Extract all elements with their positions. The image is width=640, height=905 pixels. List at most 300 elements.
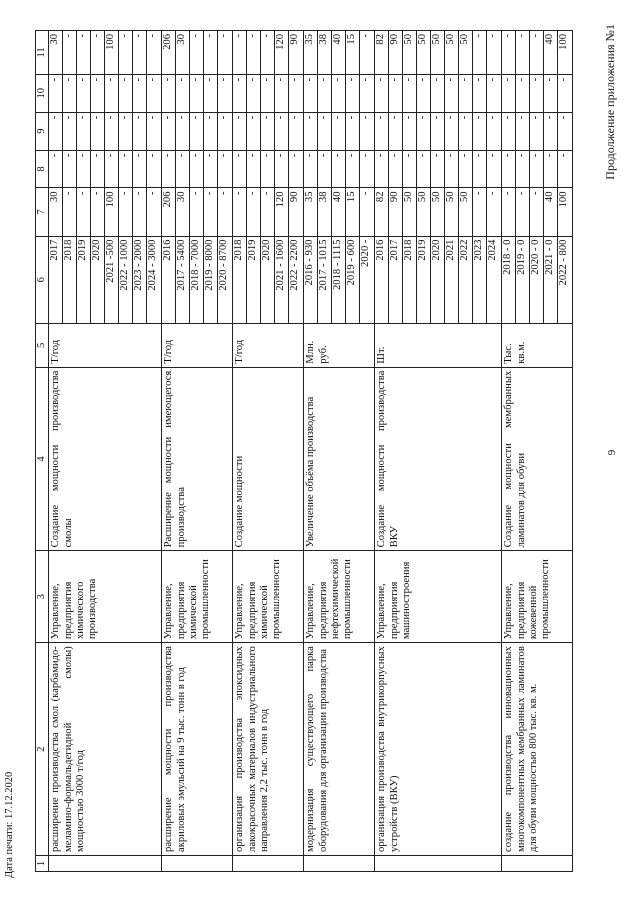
amount-entry: 40	[332, 188, 346, 235]
column-number: 6	[36, 236, 49, 323]
amount-entry: 120	[275, 31, 289, 74]
amount-entry: 35	[304, 31, 318, 74]
amount-entry: -	[431, 113, 445, 150]
column-number: 4	[36, 367, 49, 551]
amount-entry: -	[318, 113, 332, 150]
table-row	[49, 31, 162, 872]
project-name-cell: расширение мощности производства акриловых эмульсий на 9 тыс. тонн в год	[162, 643, 233, 856]
amount-cell	[502, 31, 573, 75]
amount-entry: 50	[403, 188, 417, 235]
year-entry: 2017 - 5400	[176, 237, 190, 323]
amount-entry: -	[487, 191, 499, 195]
amount-entry: -	[49, 75, 63, 112]
year-entry: 2017	[49, 237, 63, 323]
amount-entry: -	[487, 115, 499, 120]
amount-entry: -	[105, 113, 119, 150]
amount-entry: -	[147, 191, 159, 195]
amount-entry: -	[389, 75, 403, 112]
amount-entry: 38	[318, 188, 332, 235]
amount-entry: -	[487, 77, 499, 82]
year-entry: 2019 - 600	[346, 237, 360, 323]
amount-entry: -	[516, 75, 530, 112]
year-entry: 2018	[233, 237, 247, 323]
amount-entry: -	[289, 115, 301, 120]
executor-cell: Управление, предприятия химической промышленности	[162, 551, 233, 643]
amount-entry: 206	[162, 188, 176, 235]
amount-cell	[304, 150, 375, 188]
year-entry: 2022 - 800	[558, 239, 570, 286]
year-entry: 2017	[389, 237, 403, 323]
amount-entry: 40	[544, 31, 558, 74]
amount-cell	[233, 31, 304, 75]
amount-cell	[49, 74, 162, 112]
year-entry: 2020 - 8700	[218, 239, 230, 291]
row-number-cell	[162, 855, 233, 871]
year-entry: 2022 - 1000	[119, 237, 133, 323]
amount-entry: 82	[375, 31, 389, 74]
amount-entry: -	[261, 31, 275, 74]
amount-entry: -	[403, 113, 417, 150]
amount-entry: -	[502, 113, 516, 150]
amount-entry: 30	[176, 188, 190, 235]
amount-entry: 100	[105, 31, 119, 74]
amount-entry: -	[304, 75, 318, 112]
amount-entry: -	[190, 31, 204, 74]
amount-cell	[49, 150, 162, 188]
appendix-table	[35, 30, 573, 872]
amount-entry: -	[119, 75, 133, 112]
amount-entry: -	[176, 113, 190, 150]
project-name-cell: создание производства инновационных многокомпонентных мембранных ламинатов для обуви мощностью 800 тыс. кв. м.	[502, 643, 573, 856]
year-entry: 2022	[459, 237, 473, 323]
amount-entry: -	[516, 151, 530, 188]
amount-entry: -	[77, 75, 91, 112]
amount-entry: -	[431, 75, 445, 112]
table-header-row	[36, 31, 49, 872]
amount-entry: -	[233, 151, 247, 188]
amount-entry: -	[332, 151, 346, 188]
amount-entry: -	[318, 151, 332, 188]
amount-entry: 206	[162, 31, 176, 74]
amount-entry: -	[289, 77, 301, 82]
column-number: 1	[36, 855, 49, 871]
executor-cell: Управление, предприятия кожевенной промышленности	[502, 551, 573, 643]
amount-entry: -	[261, 113, 275, 150]
project-name-cell: организация производства внутрикорпусных устройств (ВКУ)	[375, 643, 502, 856]
amount-entry: 50	[403, 31, 417, 74]
column-number: 9	[36, 112, 49, 150]
row-number-cell	[304, 855, 375, 871]
amount-entry: -	[318, 75, 332, 112]
indicator-cell: Создание мощности	[233, 367, 304, 551]
amount-entry: -	[375, 75, 389, 112]
table-row	[375, 31, 502, 872]
amount-entry: 100	[558, 191, 570, 208]
amount-entry: -	[233, 188, 247, 235]
amount-entry: -	[516, 113, 530, 150]
amount-entry: 40	[544, 188, 558, 235]
table-row	[502, 31, 573, 872]
amount-entry: -	[459, 113, 473, 150]
amount-entry: -	[233, 31, 247, 74]
amount-entry: -	[332, 75, 346, 112]
row-number-cell	[233, 855, 304, 871]
project-name-cell: расширение производства смол (карбамидо-меламино-формальдегидной смолы) мощностью 3000 т/год	[49, 643, 162, 856]
amount-entry: -	[218, 34, 230, 38]
amount-entry: -	[63, 31, 77, 74]
year-entry: 2021 - 0	[544, 237, 558, 323]
year-entry: 2021	[445, 237, 459, 323]
amount-entry: -	[516, 31, 530, 74]
amount-entry: -	[459, 151, 473, 188]
amount-cell	[375, 74, 502, 112]
year-entry: 2018 - 0	[502, 237, 516, 323]
year-entry: 2019 - 8000	[204, 237, 218, 323]
amount-entry: -	[204, 113, 218, 150]
amount-entry: -	[91, 151, 105, 188]
indicator-cell: Создание мощности производства ВКУ	[375, 367, 502, 551]
amount-entry: -	[247, 151, 261, 188]
amount-cell	[162, 112, 233, 150]
amount-entry: -	[133, 31, 147, 74]
amount-entry: -	[502, 188, 516, 235]
amount-cell	[502, 112, 573, 150]
amount-entry: -	[530, 151, 544, 188]
amount-entry: -	[218, 77, 230, 82]
amount-entry: -	[204, 75, 218, 112]
column-number: 2	[36, 643, 49, 856]
amount-entry: -	[530, 31, 544, 74]
amount-entry: 120	[275, 188, 289, 235]
year-entry: 2020	[261, 237, 275, 323]
amount-entry: -	[77, 113, 91, 150]
amount-entry: -	[544, 113, 558, 150]
amount-entry: -	[247, 75, 261, 112]
amount-entry: -	[389, 113, 403, 150]
amount-entry: -	[431, 151, 445, 188]
year-entry: 2018 - 1115	[332, 237, 346, 323]
amount-entry: 35	[304, 188, 318, 235]
year-entry: 2021 -500	[105, 237, 119, 323]
year-value-cell	[375, 236, 502, 323]
year-entry: 2019	[417, 237, 431, 323]
year-entry: 2020	[431, 237, 445, 323]
amount-entry: -	[147, 77, 159, 82]
amount-entry: -	[233, 113, 247, 150]
amount-entry: -	[77, 188, 91, 235]
amount-cell	[49, 112, 162, 150]
year-value-cell	[502, 236, 573, 323]
amount-entry: -	[502, 151, 516, 188]
year-entry: 2019	[77, 237, 91, 323]
year-entry: 2016	[162, 237, 176, 323]
year-entry: 2023 - 2000	[133, 237, 147, 323]
indicator-cell: Создание мощности мембранных ламинатов для обуви	[502, 367, 573, 551]
year-entry: 2020	[91, 237, 105, 323]
year-entry: 2019	[247, 237, 261, 323]
amount-cell	[162, 150, 233, 188]
indicator-cell: Расширение мощности имеющегося производства	[162, 367, 233, 551]
table-row	[162, 31, 233, 872]
amount-entry: -	[147, 153, 159, 158]
amount-cell	[375, 112, 502, 150]
year-entry: 2016 - 930	[304, 237, 318, 323]
amount-entry: -	[105, 75, 119, 112]
amount-entry: -	[190, 113, 204, 150]
amount-entry: -	[162, 113, 176, 150]
amount-entry: -	[544, 151, 558, 188]
amount-entry: -	[162, 75, 176, 112]
amount-entry: -	[530, 113, 544, 150]
amount-entry: -	[544, 75, 558, 112]
amount-entry: -	[445, 75, 459, 112]
amount-entry: 90	[289, 191, 301, 203]
year-entry: 2021 - 1600	[275, 237, 289, 323]
amount-cell	[49, 31, 162, 75]
amount-entry: -	[133, 188, 147, 235]
amount-entry: -	[304, 151, 318, 188]
amount-entry: -	[247, 31, 261, 74]
amount-cell	[233, 150, 304, 188]
year-entry: 2018	[63, 237, 77, 323]
amount-entry: -	[530, 188, 544, 235]
amount-entry: -	[133, 151, 147, 188]
amount-cell	[304, 74, 375, 112]
amount-entry: -	[417, 151, 431, 188]
amount-entry: 100	[105, 188, 119, 235]
indicator-cell: Создание мощности производства смолы	[49, 367, 162, 551]
column-number: 11	[36, 31, 49, 75]
column-number: 7	[36, 188, 49, 236]
amount-entry: -	[360, 34, 372, 38]
amount-cell	[502, 188, 573, 236]
amount-entry: -	[487, 153, 499, 158]
amount-entry: -	[516, 188, 530, 235]
amount-entry: -	[289, 153, 301, 158]
amount-entry: -	[360, 191, 372, 195]
amount-entry: -	[119, 113, 133, 150]
table-row	[233, 31, 304, 872]
year-value-cell	[162, 236, 233, 323]
executor-cell: Управление, предприятия химической промышленности	[233, 551, 304, 643]
amount-entry: 90	[289, 34, 301, 45]
amount-entry: -	[91, 75, 105, 112]
project-name-cell: организация производства эпоксидных лакокрасочных материалов индустриального направления 2,2 тыс. тонн в год	[233, 643, 304, 856]
amount-entry: 30	[49, 31, 63, 74]
amount-entry: 50	[431, 31, 445, 74]
amount-entry: -	[502, 75, 516, 112]
amount-entry: -	[487, 34, 499, 38]
amount-entry: -	[147, 115, 159, 120]
amount-entry: -	[304, 113, 318, 150]
amount-entry: -	[346, 113, 360, 150]
year-entry: 2018	[403, 237, 417, 323]
amount-entry: -	[91, 31, 105, 74]
amount-entry: -	[247, 188, 261, 235]
amount-entry: -	[133, 113, 147, 150]
unit-cell: Млн. руб.	[304, 324, 375, 368]
amount-entry: -	[473, 188, 487, 235]
amount-entry: 15	[346, 188, 360, 235]
amount-cell	[233, 112, 304, 150]
executor-cell: Управление, предприятия нефтехимической промышленности	[304, 551, 375, 643]
amount-entry: -	[473, 151, 487, 188]
amount-entry: -	[261, 75, 275, 112]
executor-cell: Управление, предприятия химического производства	[49, 551, 162, 643]
amount-entry: -	[119, 188, 133, 235]
amount-entry: -	[360, 153, 372, 158]
page-number: 9	[606, 449, 618, 456]
amount-entry: -	[473, 75, 487, 112]
amount-entry: -	[445, 151, 459, 188]
amount-entry: 90	[389, 188, 403, 235]
amount-cell	[375, 188, 502, 236]
amount-entry: -	[91, 113, 105, 150]
amount-entry: -	[360, 115, 372, 120]
amount-entry: -	[233, 75, 247, 112]
amount-entry: -	[218, 115, 230, 120]
amount-entry: -	[218, 153, 230, 158]
amount-entry: -	[77, 31, 91, 74]
amount-entry: -	[389, 151, 403, 188]
amount-entry: -	[91, 188, 105, 235]
amount-cell	[162, 31, 233, 75]
amount-entry: -	[63, 75, 77, 112]
amount-entry: -	[105, 151, 119, 188]
amount-entry: -	[558, 77, 570, 82]
amount-cell	[502, 150, 573, 188]
amount-entry: -	[403, 151, 417, 188]
amount-entry: -	[473, 31, 487, 74]
amount-entry: 30	[176, 31, 190, 74]
unit-cell: Т/год	[233, 324, 304, 368]
amount-entry: -	[204, 151, 218, 188]
amount-cell	[162, 74, 233, 112]
year-entry: 2024 - 3000	[147, 239, 159, 291]
amount-entry: -	[375, 151, 389, 188]
amount-entry: 50	[445, 188, 459, 235]
amount-entry: -	[360, 77, 372, 82]
amount-entry: -	[459, 75, 473, 112]
amount-entry: -	[558, 153, 570, 158]
amount-cell	[233, 74, 304, 112]
continuation-label: Продолжение приложения №1	[603, 24, 617, 180]
amount-entry: -	[119, 151, 133, 188]
amount-cell	[304, 112, 375, 150]
amount-entry: -	[49, 151, 63, 188]
row-number-cell	[375, 855, 502, 871]
row-number-cell	[49, 855, 162, 871]
year-entry: 2017 - 1015	[318, 237, 332, 323]
unit-cell: Т/год	[49, 324, 162, 368]
amount-cell	[375, 150, 502, 188]
year-value-cell	[49, 236, 162, 323]
amount-entry: -	[147, 34, 159, 38]
amount-entry: 50	[459, 31, 473, 74]
amount-entry: 40	[332, 31, 346, 74]
amount-entry: 50	[417, 188, 431, 235]
amount-entry: -	[247, 113, 261, 150]
amount-entry: -	[176, 151, 190, 188]
unit-cell: Тыс. кв.м.	[502, 324, 573, 368]
amount-entry: 50	[431, 188, 445, 235]
amount-entry: -	[417, 113, 431, 150]
amount-entry: -	[190, 151, 204, 188]
amount-entry: -	[162, 151, 176, 188]
column-number: 10	[36, 74, 49, 112]
amount-entry: -	[261, 188, 275, 235]
amount-entry: -	[502, 31, 516, 74]
project-name-cell: модернизация существующего парка оборудования для организации производства	[304, 643, 375, 856]
amount-entry: -	[190, 75, 204, 112]
amount-entry: -	[204, 188, 218, 235]
year-entry: 2019 - 0	[516, 237, 530, 323]
year-value-cell	[304, 236, 375, 323]
amount-cell	[233, 188, 304, 236]
unit-cell: Шт.	[375, 324, 502, 368]
amount-entry: 90	[389, 31, 403, 74]
amount-entry: 15	[346, 31, 360, 74]
amount-entry: -	[332, 113, 346, 150]
amount-entry: 50	[459, 188, 473, 235]
column-number: 3	[36, 551, 49, 643]
amount-entry: -	[403, 75, 417, 112]
amount-entry: -	[261, 151, 275, 188]
amount-cell	[375, 31, 502, 75]
amount-entry: -	[77, 151, 91, 188]
amount-entry: -	[133, 75, 147, 112]
amount-cell	[49, 188, 162, 236]
amount-entry: -	[375, 113, 389, 150]
amount-entry: -	[218, 191, 230, 195]
amount-cell	[304, 188, 375, 236]
indicator-cell: Увеличение объёма производства	[304, 367, 375, 551]
amount-entry: 50	[445, 31, 459, 74]
amount-entry: 100	[558, 34, 570, 50]
year-entry: 2016	[375, 237, 389, 323]
amount-cell	[304, 31, 375, 75]
unit-cell: Т/год	[162, 324, 233, 368]
amount-entry: -	[473, 113, 487, 150]
amount-entry: -	[63, 188, 77, 235]
table-row	[304, 31, 375, 872]
year-entry: 2020 - 0	[530, 237, 544, 323]
amount-entry: -	[530, 75, 544, 112]
amount-entry: -	[119, 31, 133, 74]
row-number-cell	[502, 855, 573, 871]
amount-entry: -	[558, 115, 570, 120]
amount-entry: -	[445, 113, 459, 150]
amount-cell	[162, 188, 233, 236]
amount-entry: -	[176, 75, 190, 112]
year-entry: 2023	[473, 237, 487, 323]
print-date: Дата печати: 17.12.2020	[4, 771, 15, 878]
column-number: 5	[36, 324, 49, 368]
amount-entry: -	[346, 75, 360, 112]
amount-entry: -	[63, 113, 77, 150]
year-entry: 2022 - 2200	[289, 239, 301, 291]
amount-entry: -	[49, 113, 63, 150]
year-entry: 2020 -	[360, 239, 372, 267]
column-number: 8	[36, 150, 49, 188]
year-entry: 2024	[487, 239, 499, 261]
amount-entry: 50	[417, 31, 431, 74]
amount-entry: 38	[318, 31, 332, 74]
amount-entry: -	[63, 151, 77, 188]
amount-entry: -	[275, 75, 289, 112]
amount-entry: -	[275, 151, 289, 188]
amount-entry: -	[275, 113, 289, 150]
